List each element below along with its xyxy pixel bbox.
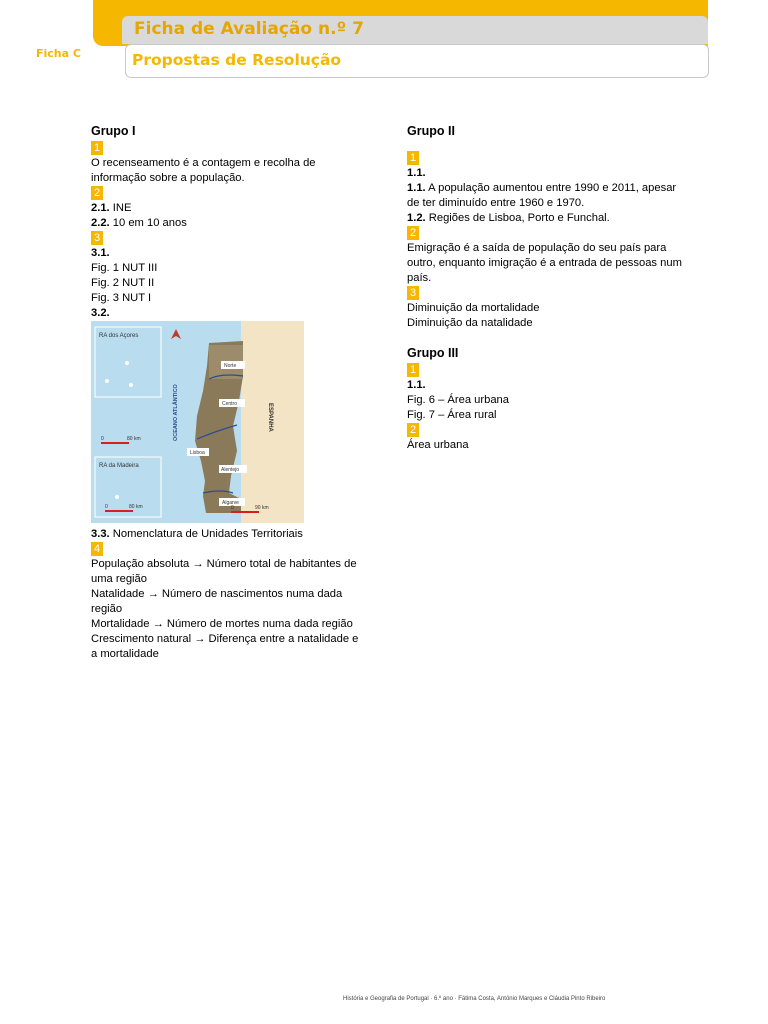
answer-text: Fig. 2 NUT II (91, 277, 155, 289)
scale-label: 80 km (127, 436, 141, 442)
sub-number: 1.1. (407, 379, 426, 391)
sub-number: 1.2. (407, 212, 426, 224)
question-number: 3 (407, 286, 419, 300)
portugal-map-svg (91, 321, 304, 523)
answer-line (91, 201, 366, 216)
map-label-azores: RA dos Açores (99, 333, 139, 339)
question-number: 3 (91, 231, 103, 245)
answer-text: Fig. 3 NUT I (91, 292, 152, 304)
scale-label: 90 km (255, 505, 269, 511)
answer-text: INE (109, 202, 132, 214)
answer-text: Regiões de Lisboa, Porto e Funchal. (425, 212, 610, 224)
answer-text: Fig. 1 NUT III (91, 262, 158, 274)
answer-text: Emigração é a saída de população do seu país para outro, enquanto imigração é a entrada de pessoas num país. (407, 242, 682, 284)
scale-label: 0 (101, 436, 104, 442)
definition: Mortalidade → Número de mortes numa dada região (91, 618, 353, 630)
definition: Crescimento natural → Diferença entre a natalidade e a mortalidade (91, 633, 359, 660)
sub-number: 3.3. (91, 528, 110, 540)
definition: Natalidade → Número de nascimentos numa dada região (91, 588, 343, 615)
scale-bar (105, 510, 133, 512)
question-number: 2 (407, 226, 419, 240)
scale-bar (231, 511, 259, 513)
scale-bar (101, 442, 129, 444)
answer-text: O recenseamento é a contagem e recolha de informação sobre a população. (91, 157, 316, 184)
map-label-madeira: RA da Madeira (99, 463, 139, 469)
group-title: Grupo III (407, 346, 459, 360)
answer-text: Diminuição da mortalidade (407, 302, 540, 314)
scale-label: 0 (231, 505, 234, 511)
question-number: 2 (91, 186, 103, 200)
scale-label: 80 km (129, 504, 143, 510)
map-label-centro: Centro (222, 401, 238, 407)
group-title: Grupo I (91, 124, 136, 138)
map-label-algarve: Algarve (222, 500, 239, 506)
sub-number: 3.2. (91, 307, 110, 319)
island-dot (105, 379, 109, 383)
answer-text: 10 em 10 anos (109, 217, 187, 229)
sub-number: 1.1. (407, 167, 426, 179)
map-label-lisboa: Lisboa (190, 450, 205, 456)
answer-text: Área urbana (407, 439, 469, 451)
compass-icon (171, 329, 181, 339)
question-number: 1 (407, 151, 419, 165)
answer-text: A população aumentou entre 1990 e 2011, apesar de ter diminuído entre 1960 e 1970. (407, 182, 677, 209)
question-number: 1 (91, 141, 103, 155)
sub-number: 1.1. (407, 182, 426, 194)
map-label-alentejo: Alentejo (221, 467, 240, 473)
sub-number: 3.1. (91, 247, 110, 259)
island-dot (115, 495, 119, 499)
question-number: 1 (407, 363, 419, 377)
nuts-map (91, 321, 304, 523)
side-label: Ficha C (36, 47, 81, 60)
column-right (407, 123, 682, 453)
island-dot (125, 361, 129, 365)
page-subtitle: Propostas de Resolução (132, 51, 342, 69)
footer-credits: História e Geografia de Portugal · 6.º ano · Fátima Costa, António Marques e Cláudia Pinto Ribeiro (343, 996, 606, 1002)
island-dot (129, 383, 133, 387)
map-label-ocean: OCEANO ATLÂNTICO (173, 384, 179, 441)
sub-number: 2.2. (91, 217, 110, 229)
group-title: Grupo II (407, 124, 455, 138)
sub-number: 2.1. (91, 202, 110, 214)
answer-text: Fig. 6 – Área urbana (407, 394, 509, 406)
answer-line (407, 211, 682, 226)
answer-text: Diminuição da natalidade (407, 317, 533, 329)
question-number: 4 (91, 542, 103, 556)
map-label-spain: ESPANHA (267, 403, 273, 432)
page-title: Ficha de Avaliação n.º 7 (134, 19, 364, 39)
answer-text: Nomenclatura de Unidades Territoriais (109, 528, 303, 540)
column-left (91, 123, 366, 662)
answer-line (407, 181, 682, 211)
scale-label: 0 (105, 504, 108, 510)
answer-line (91, 216, 366, 231)
question-number: 2 (407, 423, 419, 437)
answer-text: Fig. 7 – Área rural (407, 409, 497, 421)
map-label-norte: Norte (224, 363, 237, 369)
answer-line (91, 527, 366, 542)
definition: População absoluta → Número total de habitantes de uma região (91, 558, 357, 585)
